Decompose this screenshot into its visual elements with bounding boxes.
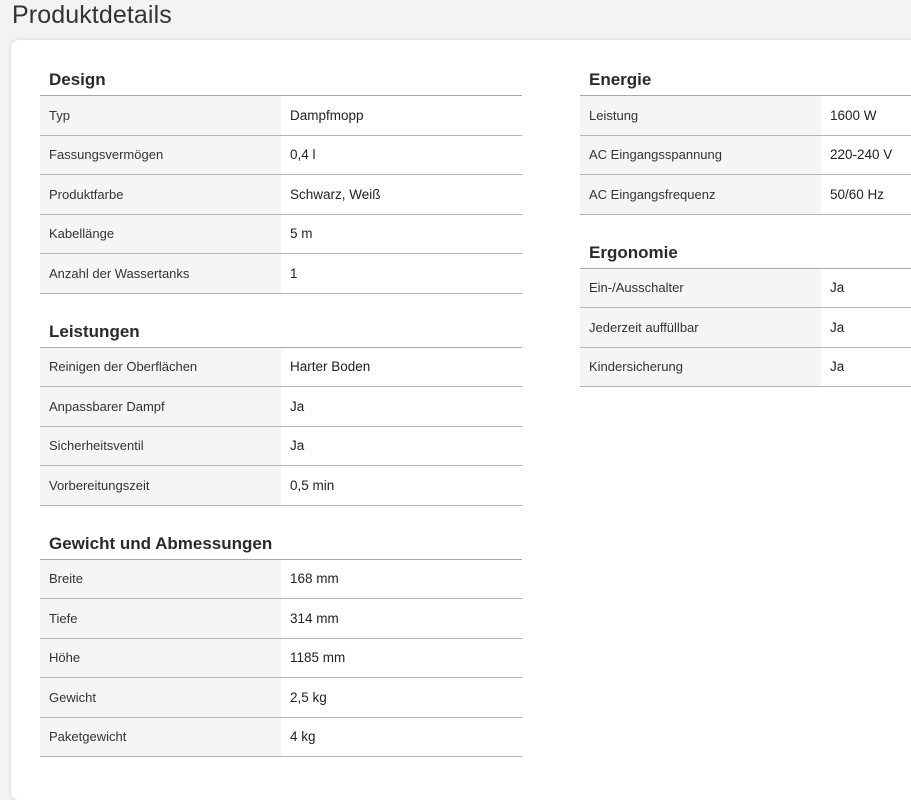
spec-value: Ja [830,359,845,375]
right-column [580,58,911,387]
spec-label: Tiefe [40,599,281,638]
spec-row-anpassbarer-dampf [40,387,522,427]
spec-section-ergonomie [580,231,911,388]
left-column [40,58,522,757]
spec-row-anzahl-der-wassertanks [40,254,522,294]
spec-row-kindersicherung [580,348,911,388]
spec-row-tiefe [40,599,522,639]
spec-value: 168 mm [290,571,339,587]
spec-label: Produktfarbe [40,175,281,214]
spec-row-gewicht [40,678,522,718]
spec-value: Dampfmopp [290,107,364,123]
spec-value: 1600 W [830,107,877,123]
spec-value: 50/60 Hz [830,186,885,202]
section-title: Energie [580,58,911,96]
spec-row-hoehe [40,639,522,679]
spec-label: Typ [40,96,281,135]
spec-label: Vorbereitungszeit [40,466,281,505]
spec-row-jederzeit-auffuellbar [580,308,911,348]
spec-label: Kindersicherung [580,348,821,387]
spec-label: Anpassbarer Dampf [40,387,281,426]
spec-value: 314 mm [290,610,339,626]
spec-label: AC Eingangsspannung [580,136,821,175]
spec-table [40,96,522,294]
spec-value: Schwarz, Weiß [290,186,381,202]
spec-value: 1 [290,265,298,281]
spec-row-typ [40,96,522,136]
spec-label: Fassungsvermögen [40,136,281,175]
spec-row-ac-eingangsfrequenz [580,175,911,215]
spec-section-design [40,58,522,294]
spec-label: Jederzeit auffüllbar [580,308,821,347]
spec-row-breite [40,560,522,600]
spec-label: Kabellänge [40,215,281,254]
spec-table [580,96,911,215]
spec-section-energie [580,58,911,215]
spec-row-leistung [580,96,911,136]
spec-value: Ja [290,398,305,414]
spec-value: 0,4 l [290,147,316,163]
spec-row-ac-eingangsspannung [580,136,911,176]
spec-value: Ja [830,280,845,296]
spec-value: 1185 mm [290,650,346,666]
spec-row-reinigen-der-oberflaechen [40,348,522,388]
spec-row-vorbereitungszeit [40,466,522,506]
spec-table [40,348,522,506]
spec-value: 2,5 kg [290,689,327,705]
section-title: Ergonomie [580,231,911,269]
spec-label: Reinigen der Oberflächen [40,348,281,387]
section-gap [40,294,522,310]
spec-value: Ja [830,319,845,335]
section-gap [580,215,911,231]
spec-row-fassungsvermoegen [40,136,522,176]
spec-label: Gewicht [40,678,281,717]
page-title: Produktdetails [12,1,172,29]
spec-value: 220-240 V [830,147,893,163]
spec-row-ein-ausschalter [580,269,911,309]
spec-label: Sicherheitsventil [40,427,281,466]
section-title: Leistungen [40,310,522,348]
spec-label: Ein-/Ausschalter [580,269,821,308]
section-title: Design [40,58,522,96]
spec-value: Ja [290,438,305,454]
section-title: Gewicht und Abmessungen [40,522,522,560]
section-gap [40,506,522,522]
spec-section-leistungen [40,310,522,506]
spec-label: Breite [40,560,281,599]
spec-table [40,560,522,758]
spec-row-produktfarbe [40,175,522,215]
spec-table [580,269,911,388]
spec-value: 0,5 min [290,477,335,493]
spec-section-gewicht-und-abmessungen [40,522,522,758]
spec-row-kabellaenge [40,215,522,255]
spec-label: Leistung [580,96,821,135]
spec-value: 5 m [290,226,313,242]
spec-row-paketgewicht [40,718,522,758]
spec-label: AC Eingangsfrequenz [580,175,821,214]
spec-label: Anzahl der Wassertanks [40,254,281,293]
spec-value: Harter Boden [290,359,371,375]
spec-value: 4 kg [290,729,316,745]
spec-row-sicherheitsventil [40,427,522,467]
spec-label: Paketgewicht [40,718,281,757]
spec-label: Höhe [40,639,281,678]
